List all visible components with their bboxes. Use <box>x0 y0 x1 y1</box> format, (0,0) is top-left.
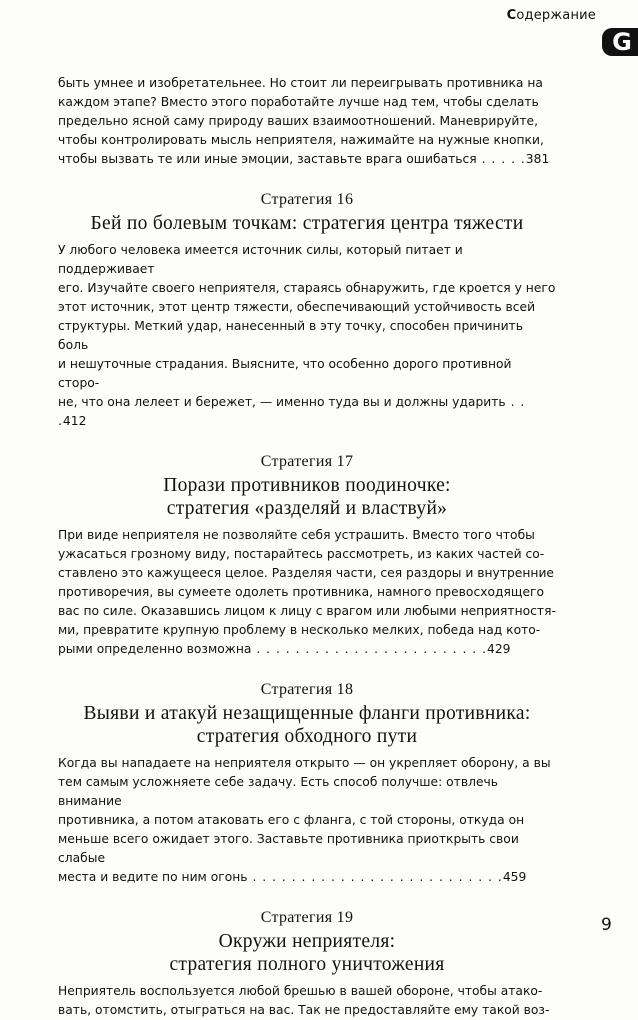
leader-dots: . . . . . <box>476 152 526 166</box>
strategy-label: Стратегия 19 <box>260 909 354 926</box>
desc-line: предельно ясной саму природу ваших взаимоотношений. Маневрируйте, <box>58 114 539 128</box>
strategy-label: Стратегия 18 <box>260 681 354 698</box>
strategy-title <box>58 212 556 235</box>
desc-line: ужасаться грозному виду, постарайтесь рассмотреть, из каких частей со- <box>58 547 545 561</box>
strategy-label: Стратегия 16 <box>260 191 354 208</box>
desc-line: При виде неприятеля не позволяйте себя устрашить. Вместо того чтобы <box>58 528 535 542</box>
intro-description <box>58 74 556 169</box>
page-ref: 381 <box>525 152 550 166</box>
toc-entry-strategy-17 <box>58 453 556 659</box>
desc-line: каждом этапе? Вместо этого поработайте лучше над тем, чтобы сделать <box>58 95 539 109</box>
desc-line: У любого человека имеется источник силы, который питает и поддерживает <box>58 243 463 276</box>
toc-entry-strategy-19 <box>58 909 556 1020</box>
strategy-label: Стратегия 17 <box>260 453 354 470</box>
desc-line: места и ведите по ним огонь <box>58 870 248 884</box>
title-line: стратегия «разделяй и властвуй» <box>166 498 448 519</box>
desc-line: быть умнее и изобретательнее. Но стоит ли переигрывать противника на <box>58 76 543 90</box>
table-of-contents <box>58 74 556 1020</box>
desc-line: вас по силе. Оказавшись лицом к лицу с врагом или любыми неприятностя- <box>58 604 556 618</box>
desc-line: Когда вы нападаете на неприятеля открыто — он укрепляет оборону, а вы <box>58 756 551 770</box>
desc-line: и нешуточные страдания. Выясните, что особенно дорого противной сторо- <box>58 357 512 390</box>
strategy-description <box>58 754 556 887</box>
title-line: Выяви и атакуй незащищенные фланги противника: <box>83 703 531 724</box>
strategy-title <box>58 702 556 748</box>
strategy-description <box>58 982 556 1020</box>
strategy-description <box>58 241 556 431</box>
strategy-title <box>58 474 556 520</box>
header-title-rest: одержание <box>516 8 596 23</box>
desc-line: чтобы контролировать мысль неприятеля, нажимайте на нужные кнопки, <box>58 133 544 147</box>
desc-line: Неприятель воспользуется любой брешью в вашей обороне, чтобы атако- <box>58 984 543 998</box>
desc-line: чтобы вызвать те или иные эмоции, заставьте врага ошибаться <box>58 152 477 166</box>
desc-line: ми, превратите крупную проблему в несколько мелких, победа над кото- <box>58 623 541 637</box>
page-number: 9 <box>601 915 612 935</box>
desc-line: его. Изучайте своего неприятеля, стараясь обнаружить, где кроется у него <box>58 281 556 295</box>
leader-dots: . . . <box>58 395 526 428</box>
desc-line: вать, отомстить, отыграться на вас. Так не предоставляйте ему такой воз- <box>58 1003 550 1017</box>
desc-line: не, что она лелеет и бережет, — именно туда вы и должны ударить <box>58 395 506 409</box>
section-tab-marker: G <box>602 28 638 56</box>
desc-line: противоречия, вы сумеете одолеть противника, намного превосходящего <box>58 585 545 599</box>
strategy-description <box>58 526 556 659</box>
section-header-title <box>507 8 596 23</box>
leader-dots: . . . . . . . . . . . . . . . . . . . . . . . . <box>251 642 488 656</box>
page-ref: 429 <box>487 642 511 656</box>
header-title-initial: С <box>506 8 517 23</box>
desc-line: меньше всего ожидает этого. Заставьте противника приоткрыть свои слабые <box>58 832 519 865</box>
title-line: стратегия полного уничтожения <box>169 954 445 975</box>
running-header <box>0 0 638 56</box>
toc-entry-strategy-16 <box>58 191 556 431</box>
title-line: Бей по болевым точкам: стратегия центра тяжести <box>90 213 524 234</box>
desc-line: рыми определенно возможна <box>58 642 252 656</box>
title-line: стратегия обходного пути <box>196 726 418 747</box>
title-line: Порази противников поодиночке: <box>163 475 451 496</box>
desc-line: структуры. Меткий удар, нанесенный в эту точку, способен причинить боль <box>58 319 523 352</box>
page-ref: 412 <box>62 414 87 428</box>
desc-line: противника, а потом атаковать его с фланга, с той стороны, откуда он <box>58 813 525 827</box>
toc-entry-strategy-18 <box>58 681 556 887</box>
strategy-title <box>58 930 556 976</box>
leader-dots: . . . . . . . . . . . . . . . . . . . . . . . . . . <box>247 870 503 884</box>
desc-line: ставлено это кажущееся целое. Разделяя части, сея раздоры и внутренние <box>58 566 555 580</box>
page-ref: 459 <box>502 870 527 884</box>
title-line: Окружи неприятеля: <box>218 931 396 952</box>
desc-line: этот источник, этот центр тяжести, обеспечивающий устойчивость всей <box>58 300 536 314</box>
desc-line: тем самым усложняете себе задачу. Есть способ получше: отвлечь внимание <box>58 775 499 808</box>
